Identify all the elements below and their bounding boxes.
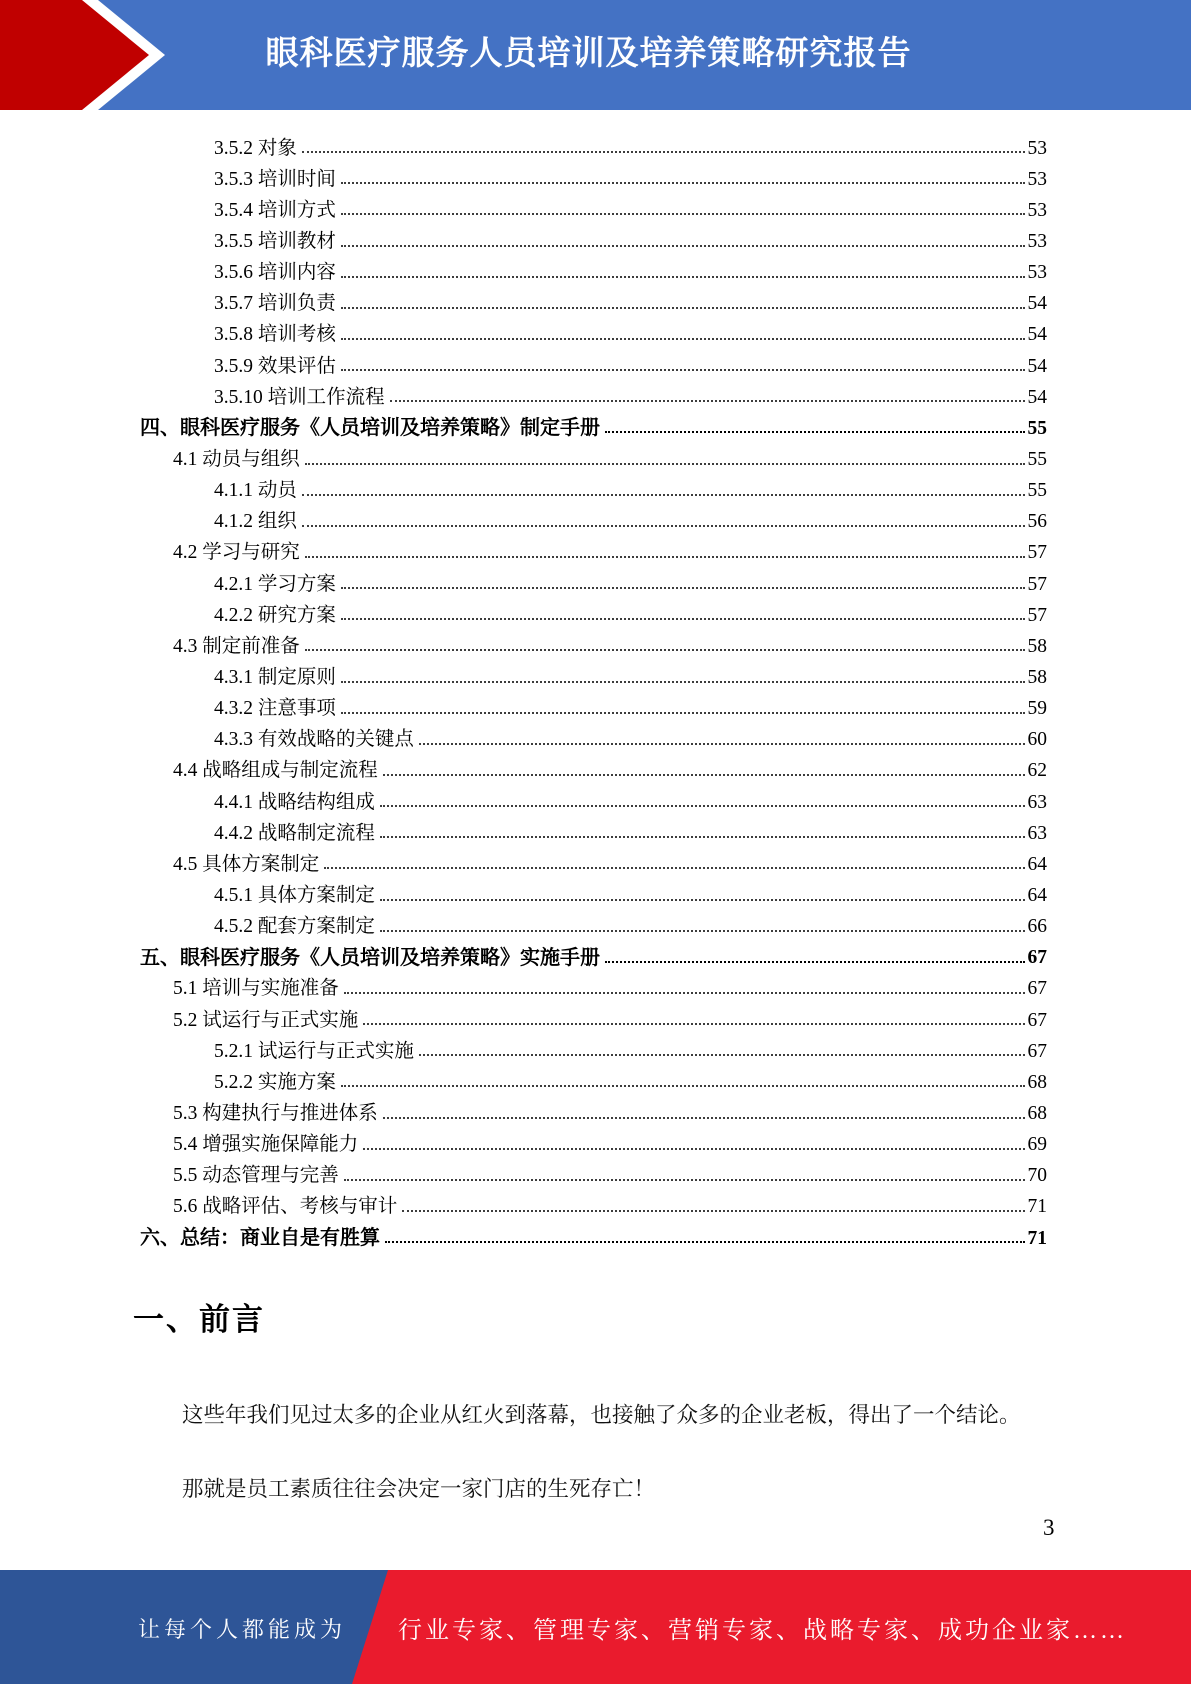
- toc-page-number: 57: [1027, 604, 1047, 626]
- section-heading: 一、前言: [133, 1302, 265, 1337]
- dotted-leader: [341, 681, 1025, 683]
- toc-entry-label: 3.5.4 培训方式: [214, 199, 336, 221]
- toc-page-number: 64: [1027, 853, 1047, 875]
- toc-page-number: 70: [1027, 1165, 1047, 1187]
- toc-entry-label: 5.1 培训与实施准备: [173, 978, 339, 1000]
- toc-entry-label: 4.4.1 战略结构组成: [214, 791, 375, 813]
- toc-entry[interactable]: [140, 532, 1047, 563]
- toc-entry-label: 4.5.1 具体方案制定: [214, 885, 375, 907]
- toc-entry[interactable]: [140, 968, 1047, 999]
- toc-entry-label: 4.5 具体方案制定: [173, 853, 320, 875]
- toc-entry-label: 4.5.2 配套方案制定: [214, 916, 375, 938]
- toc-page-number: 63: [1027, 822, 1047, 844]
- toc-entry-label: 4.2 学习与研究: [173, 542, 300, 564]
- dotted-leader: [380, 930, 1025, 932]
- dotted-leader: [341, 587, 1025, 589]
- toc-page-number: 58: [1027, 635, 1047, 657]
- dotted-leader: [302, 525, 1025, 527]
- dotted-leader: [363, 1023, 1024, 1025]
- toc-entry[interactable]: [140, 874, 1047, 905]
- toc-page-number: 69: [1027, 1134, 1047, 1156]
- toc-entry[interactable]: [140, 719, 1047, 750]
- dotted-leader: [605, 961, 1025, 963]
- toc-entry[interactable]: [140, 252, 1047, 283]
- toc-entry[interactable]: [140, 1061, 1047, 1092]
- toc-page-number: 54: [1027, 324, 1047, 346]
- toc-entry[interactable]: [140, 563, 1047, 594]
- dotted-leader: [385, 1241, 1025, 1243]
- toc-page-number: 71: [1027, 1227, 1047, 1249]
- dotted-leader: [341, 182, 1025, 184]
- dotted-leader: [302, 151, 1025, 153]
- toc-entry[interactable]: [140, 501, 1047, 532]
- toc-entry-label: 5.4 增强实施保障能力: [173, 1134, 359, 1156]
- toc-entry-label: 5.2.1 试运行与正式实施: [214, 1040, 414, 1062]
- toc-page-number: 67: [1027, 1040, 1047, 1062]
- dotted-leader: [341, 307, 1025, 309]
- dotted-leader: [402, 1210, 1024, 1212]
- dotted-leader: [383, 774, 1025, 776]
- toc-entry[interactable]: [140, 781, 1047, 812]
- toc-entry-label: 3.5.7 培训负责: [214, 293, 336, 315]
- dotted-leader: [324, 867, 1024, 869]
- dotted-leader: [341, 712, 1025, 714]
- dotted-leader: [341, 213, 1025, 215]
- toc-entry-label: 六、总结：商业自是有胜算: [140, 1227, 380, 1250]
- toc-entry-label: 3.5.10 培训工作流程: [214, 386, 385, 408]
- toc-page-number: 53: [1027, 137, 1047, 159]
- toc-entry[interactable]: [140, 407, 1047, 438]
- dotted-leader: [305, 556, 1025, 558]
- toc-entry-label: 4.3.1 制定原则: [214, 667, 336, 689]
- toc-entry-label: 5.2 试运行与正式实施: [173, 1009, 359, 1031]
- dotted-leader: [419, 743, 1025, 745]
- toc-entry[interactable]: [140, 1030, 1047, 1061]
- toc-entry-label: 4.3.3 有效战略的关键点: [214, 729, 414, 751]
- toc-entry-label: 3.5.5 培训教材: [214, 231, 336, 253]
- toc-entry-label: 4.3 制定前准备: [173, 635, 300, 657]
- toc-entry-label: 4.2.1 学习方案: [214, 573, 336, 595]
- toc-page-number: 56: [1027, 511, 1047, 533]
- dotted-leader: [383, 1117, 1025, 1119]
- dotted-leader: [390, 400, 1025, 402]
- paragraph: 那就是员工素质往往会决定一家门店的生死存亡！: [182, 1477, 656, 1501]
- toc-entry-label: 四、眼科医疗服务《人员培训及培养策略》制定手册: [140, 417, 600, 440]
- toc-entry[interactable]: [140, 189, 1047, 220]
- dotted-leader: [341, 369, 1025, 371]
- toc-entry[interactable]: [140, 438, 1047, 469]
- toc-page-number: 54: [1027, 355, 1047, 377]
- footer-slogan-right: 行业专家、管理专家、营销专家、战略专家、成功企业家……: [398, 1618, 1127, 1644]
- toc-page-number: 67: [1027, 947, 1047, 969]
- toc-page-number: 57: [1027, 573, 1047, 595]
- table-of-contents: [140, 127, 1047, 1248]
- toc-entry-label: 5.5 动态管理与完善: [173, 1165, 339, 1187]
- toc-page-number: 53: [1027, 262, 1047, 284]
- toc-page-number: 67: [1027, 978, 1047, 1000]
- toc-entry[interactable]: [140, 127, 1047, 158]
- dotted-leader: [341, 618, 1025, 620]
- dotted-leader: [363, 1148, 1024, 1150]
- toc-entry-label: 4.1.1 动员: [214, 480, 297, 502]
- toc-entry-label: 3.5.6 培训内容: [214, 262, 336, 284]
- dotted-leader: [302, 494, 1025, 496]
- footer-banner: [0, 1570, 1191, 1684]
- toc-page-number: 57: [1027, 542, 1047, 564]
- toc-page-number: 63: [1027, 791, 1047, 813]
- dotted-leader: [380, 899, 1025, 901]
- dotted-leader: [341, 245, 1025, 247]
- toc-entry[interactable]: [140, 750, 1047, 781]
- toc-page-number: 55: [1027, 417, 1047, 439]
- toc-entry-label: 4.3.2 注意事项: [214, 698, 336, 720]
- toc-entry-label: 4.4.2 战略制定流程: [214, 822, 375, 844]
- dotted-leader: [380, 805, 1025, 807]
- footer-slogan-left: 让每个人都能成为: [138, 1617, 347, 1642]
- dotted-leader: [605, 431, 1025, 433]
- toc-entry[interactable]: [140, 1217, 1047, 1248]
- report-title: 眼科医疗服务人员培训及培养策略研究报告: [265, 34, 912, 71]
- toc-entry[interactable]: [140, 1186, 1047, 1217]
- toc-entry-label: 五、眼科医疗服务《人员培训及培养策略》实施手册: [140, 946, 600, 969]
- toc-page-number: 55: [1027, 449, 1047, 471]
- dotted-leader: [305, 649, 1025, 651]
- dotted-leader: [380, 836, 1025, 838]
- toc-entry[interactable]: [140, 220, 1047, 251]
- toc-page-number: 68: [1027, 1071, 1047, 1093]
- toc-entry[interactable]: [140, 283, 1047, 314]
- toc-entry-label: 4.4 战略组成与制定流程: [173, 760, 378, 782]
- toc-entry-label: 4.1 动员与组织: [173, 449, 300, 471]
- toc-page-number: 53: [1027, 199, 1047, 221]
- toc-page-number: 53: [1027, 231, 1047, 253]
- toc-entry[interactable]: [140, 906, 1047, 937]
- toc-page-number: 60: [1027, 729, 1047, 751]
- paragraph: 这些年我们见过太多的企业从红火到落幕，也接触了众多的企业老板，得出了一个结论。: [182, 1403, 1021, 1427]
- toc-page-number: 54: [1027, 386, 1047, 408]
- toc-page-number: 59: [1027, 698, 1047, 720]
- dotted-leader: [341, 276, 1025, 278]
- toc-entry-label: 4.1.2 组织: [214, 511, 297, 533]
- toc-entry[interactable]: [140, 688, 1047, 719]
- toc-entry[interactable]: [140, 656, 1047, 687]
- toc-entry[interactable]: [140, 594, 1047, 625]
- dotted-leader: [419, 1054, 1025, 1056]
- dotted-leader: [305, 463, 1025, 465]
- toc-entry-label: 5.2.2 实施方案: [214, 1071, 336, 1093]
- toc-entry[interactable]: [140, 1124, 1047, 1155]
- toc-entry[interactable]: [140, 314, 1047, 345]
- toc-entry[interactable]: [140, 470, 1047, 501]
- page-number: 3: [1043, 1515, 1055, 1540]
- toc-page-number: 53: [1027, 168, 1047, 190]
- toc-entry-label: 3.5.8 培训考核: [214, 324, 336, 346]
- toc-page-number: 58: [1027, 667, 1047, 689]
- toc-entry[interactable]: [140, 376, 1047, 407]
- toc-entry[interactable]: [140, 843, 1047, 874]
- dotted-leader: [344, 992, 1025, 994]
- toc-entry-label: 3.5.3 培训时间: [214, 168, 336, 190]
- toc-page-number: 62: [1027, 760, 1047, 782]
- toc-entry[interactable]: [140, 625, 1047, 656]
- toc-page-number: 67: [1027, 1009, 1047, 1031]
- toc-entry[interactable]: [140, 812, 1047, 843]
- dotted-leader: [341, 338, 1025, 340]
- toc-entry[interactable]: [140, 345, 1047, 376]
- toc-page-number: 64: [1027, 885, 1047, 907]
- toc-entry[interactable]: [140, 999, 1047, 1030]
- header-banner: [0, 0, 1191, 110]
- toc-entry[interactable]: [140, 158, 1047, 189]
- toc-entry-label: 4.2.2 研究方案: [214, 604, 336, 626]
- dotted-leader: [344, 1179, 1025, 1181]
- toc-page-number: 71: [1027, 1196, 1047, 1218]
- toc-entry-label: 5.3 构建执行与推进体系: [173, 1103, 378, 1124]
- toc-entry-label: 3.5.9 效果评估: [214, 355, 336, 377]
- toc-entry[interactable]: [140, 937, 1047, 968]
- toc-entry[interactable]: [140, 1155, 1047, 1186]
- dotted-leader: [341, 1085, 1025, 1087]
- toc-page-number: 68: [1027, 1103, 1047, 1124]
- toc-page-number: 66: [1027, 916, 1047, 938]
- toc-page-number: 55: [1027, 480, 1047, 502]
- toc-page-number: 54: [1027, 293, 1047, 315]
- toc-entry-label: 5.6 战略评估、考核与审计: [173, 1196, 398, 1218]
- toc-entry-label: 3.5.2 对象: [214, 137, 297, 159]
- toc-entry[interactable]: [140, 1092, 1047, 1123]
